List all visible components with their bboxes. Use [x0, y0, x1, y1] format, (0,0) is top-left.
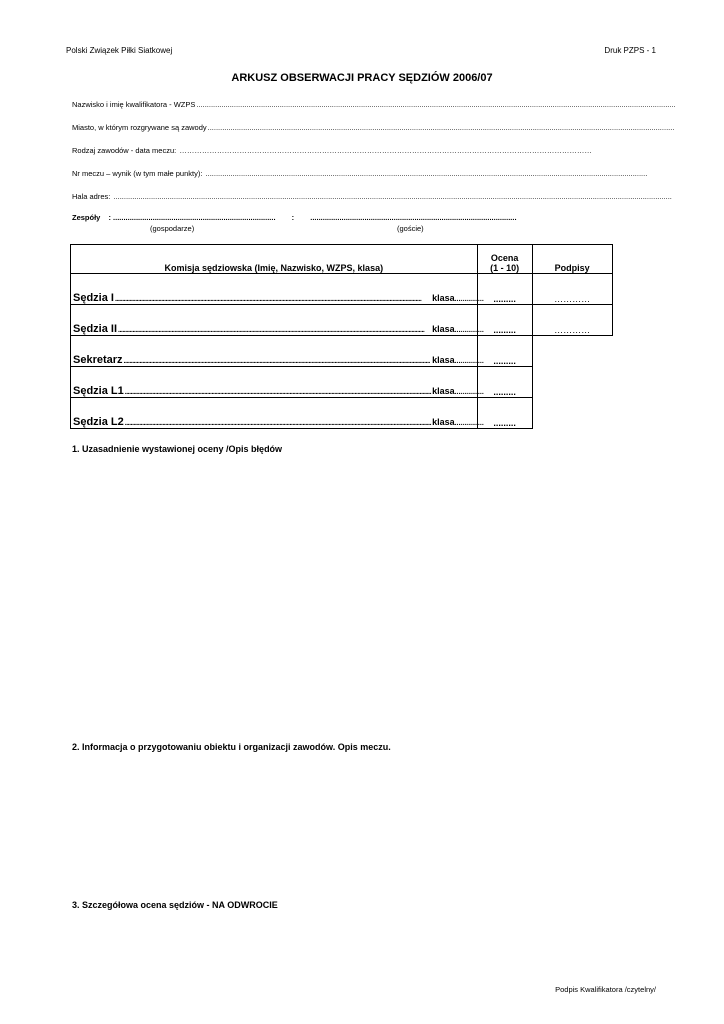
- field-fill: ......................................................................................................................................................................................................................................: [196, 100, 676, 109]
- field-hall-address[interactable]: [72, 192, 672, 201]
- qualifier-signature-label: Podpis Kwalifikatora /czytelny/: [555, 985, 656, 994]
- field-label: Hala adres:: [72, 192, 113, 201]
- role-label: Sędzia L2: [73, 416, 124, 428]
- signature-cell-empty: [532, 398, 612, 429]
- field-competition-date[interactable]: [72, 146, 602, 155]
- role-label: Sędzia II: [73, 323, 118, 335]
- score-cell[interactable]: .........: [477, 398, 532, 429]
- table-header-row: [71, 245, 613, 274]
- signature-cell[interactable]: …………: [532, 274, 612, 305]
- referee-name-cell[interactable]: [71, 305, 484, 336]
- table-row: [71, 336, 613, 367]
- host-caption: (gospodarze): [150, 224, 195, 233]
- field-label: Nazwisko i imię kwalifikatora - WZPS: [72, 100, 196, 109]
- name-fill: ....................................................................................................................................................................................................................: [124, 389, 432, 396]
- score-cell[interactable]: .........: [477, 336, 532, 367]
- header-committee: Komisja sędziowska (Imię, Nazwisko, WZPS, klasa): [71, 245, 478, 274]
- table-row: [71, 274, 613, 305]
- committee-table: [70, 244, 613, 429]
- field-match-number-result[interactable]: [72, 169, 648, 178]
- referee-name-cell[interactable]: [71, 398, 484, 429]
- teams-colon: :: [108, 213, 111, 222]
- field-fill: …………………………………………………………………………………………………………………………………………………: [179, 146, 592, 155]
- teams-separator: :: [291, 213, 295, 222]
- teams-guest-fill: ...................................................................................................: [310, 213, 517, 222]
- score-cell[interactable]: .........: [477, 274, 532, 305]
- referee-name-cell[interactable]: [71, 367, 484, 398]
- score-cell[interactable]: .........: [477, 367, 532, 398]
- score-cell[interactable]: .........: [477, 305, 532, 336]
- document-title: ARKUSZ OBSERWACJI PRACY SĘDZIÓW 2006/07: [231, 72, 493, 84]
- table-row: [71, 367, 613, 398]
- table-row: [71, 398, 613, 429]
- role-label: Sędzia I: [73, 292, 114, 304]
- section-organization-heading: 2. Informacja o przygotowaniu obiektu i organizacji zawodów. Opis meczu.: [72, 742, 391, 752]
- class-label: klasa: [432, 355, 455, 365]
- field-label: Nr meczu – wynik (w tym małe punkty):: [72, 169, 205, 178]
- field-fill: ................................................................................................................................................................................................................................: [207, 123, 675, 132]
- name-fill: ....................................................................................................................................................................................................................: [114, 296, 422, 303]
- role-label: Sędzia L1: [73, 385, 124, 397]
- field-qualifier-name[interactable]: [72, 100, 676, 109]
- class-label: klasa: [432, 417, 455, 427]
- teams-line[interactable]: [72, 213, 517, 222]
- field-city[interactable]: [72, 123, 675, 132]
- table-row: [71, 305, 613, 336]
- class-fill: ...............: [454, 389, 484, 396]
- guest-caption: (goście): [397, 224, 424, 233]
- class-fill: ...............: [454, 296, 484, 303]
- field-fill: ....................................................................................................................................................................................................................: [205, 169, 648, 178]
- signature-cell-empty: [532, 336, 612, 367]
- form-code: Druk PZPS - 1: [604, 46, 656, 55]
- header-score: Ocena (1 - 10): [477, 245, 532, 274]
- class-label: klasa: [432, 293, 455, 303]
- section-detailed-evaluation-heading: 3. Szczegółowa ocena sędziów - NA ODWROCIE: [72, 900, 278, 910]
- section-justification-heading: 1. Uzasadnienie wystawionej oceny /Opis błędów: [72, 444, 283, 454]
- name-fill: ....................................................................................................................................................................................................................: [118, 327, 425, 334]
- role-label: Sekretarz: [73, 354, 123, 366]
- organization-name: Polski Związek Piłki Siatkowej: [66, 46, 173, 55]
- teams-host-fill: ..............................................................................: [113, 213, 276, 222]
- referee-name-cell[interactable]: [71, 336, 484, 367]
- signature-cell[interactable]: …………: [532, 305, 612, 336]
- class-fill: ...............: [454, 358, 484, 365]
- class-label: klasa: [432, 386, 455, 396]
- class-fill: ...............: [454, 327, 484, 334]
- class-label: klasa: [432, 324, 455, 334]
- header-signatures: Podpisy: [532, 245, 612, 274]
- field-label: Rodzaj zawodów - data meczu:: [72, 146, 179, 155]
- signature-cell-empty: [532, 367, 612, 398]
- class-fill: ...............: [454, 420, 484, 427]
- name-fill: ....................................................................................................................................................................................................................: [124, 420, 432, 427]
- field-label: Miasto, w którym rozgrywane są zawody: [72, 123, 207, 132]
- teams-label: Zespóły: [72, 213, 101, 222]
- name-fill: ....................................................................................................................................................................................................................: [123, 358, 430, 365]
- referee-name-cell[interactable]: [71, 274, 484, 305]
- field-fill: ............................................................................................................................................................................................................................................................................: [113, 192, 672, 201]
